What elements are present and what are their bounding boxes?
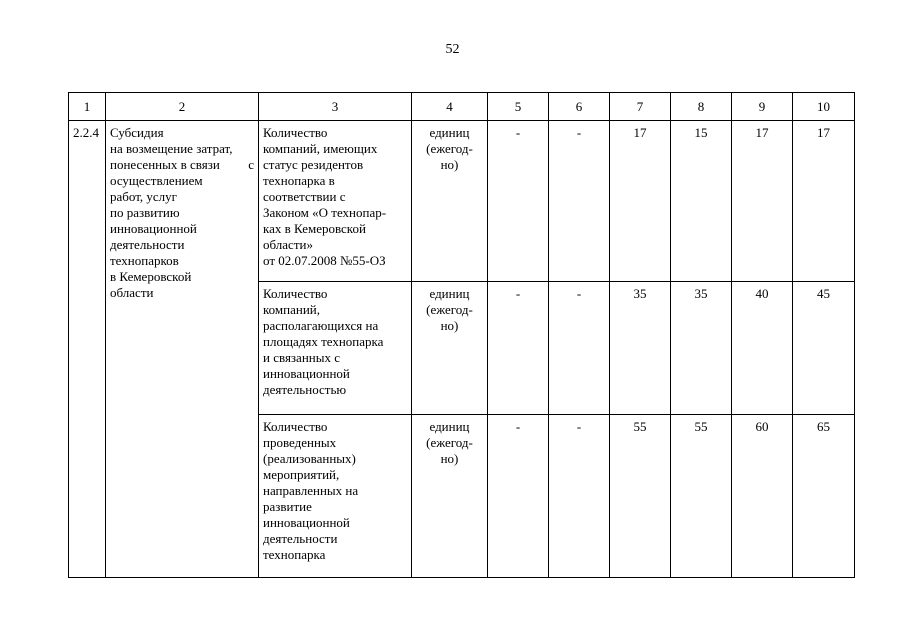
value-cell-5: - [488,282,549,415]
value-cell-8: 55 [671,415,732,578]
indicator-line: (реализованных) [263,451,356,466]
header-cell: 8 [671,93,732,121]
item-name-line: по развитию [110,205,180,220]
value-cell-9: 17 [732,121,793,282]
indicator-line: площадях технопарка [263,334,384,349]
header-cell: 2 [106,93,259,121]
value-cell-9: 40 [732,282,793,415]
value-cell-7: 55 [610,415,671,578]
unit-line: единиц [429,125,470,140]
header-cell: 6 [549,93,610,121]
item-name [106,121,259,578]
value-cell-8: 35 [671,282,732,415]
header-cell: 1 [69,93,106,121]
item-code: 2.2.4 [69,121,106,578]
item-name-line: технопарков [110,253,179,268]
indicator-line: статус резидентов [263,157,364,172]
indicator-line: технопарка в [263,173,335,188]
value-cell-7: 17 [610,121,671,282]
header-cell: 10 [793,93,855,121]
value-cell-10: 65 [793,415,855,578]
unit-cell [412,415,488,578]
page-number: 52 [445,42,460,57]
item-name-line: области [110,285,154,300]
unit-line: единиц [429,419,470,434]
indicator-line: инновационной [263,515,350,530]
indicator-line: деятельностью [263,382,347,397]
unit-line: (ежегод- [426,435,473,450]
header-cell: 7 [610,93,671,121]
indicator-line: ках в Кемеровской [263,221,366,236]
indicator-line: соответствии с [263,189,346,204]
item-name-line: осуществлением [110,173,203,188]
header-cell: 4 [412,93,488,121]
indicator-line: деятельности [263,531,338,546]
indicator-line: направленных на [263,483,359,498]
header-row [69,93,855,121]
value-cell-6: - [549,121,610,282]
item-name-line: инновационной [110,221,197,236]
value-cell-7: 35 [610,282,671,415]
unit-line: (ежегод- [426,141,473,156]
indicator-line: области» [263,237,313,252]
item-name-line: Субсидия [110,125,164,140]
value-cell-10: 17 [793,121,855,282]
item-name-line: на возмещение затрат, [110,141,233,156]
value-cell-9: 60 [732,415,793,578]
header-cell: 3 [259,93,412,121]
indicator-line: проведенных [263,435,337,450]
indicator-line: мероприятий, [263,467,340,482]
indicators-table [68,92,855,578]
header-cell: 9 [732,93,793,121]
item-name-line: деятельности [110,237,185,252]
value-cell-5: - [488,415,549,578]
unit-line: но) [440,318,459,333]
indicator-line: Количество [263,419,328,434]
value-cell-8: 15 [671,121,732,282]
value-cell-5: - [488,121,549,282]
indicator-cell [259,415,412,578]
item-name-line: понесенных в связи с [110,157,254,172]
table-row [69,121,855,282]
value-cell-10: 45 [793,282,855,415]
unit-line: (ежегод- [426,302,473,317]
indicator-line: от 02.07.2008 №55-ОЗ [263,253,386,268]
value-cell-6: - [549,415,610,578]
unit-cell [412,121,488,282]
header-cell: 5 [488,93,549,121]
indicator-line: Количество [263,286,328,301]
indicator-line: компаний, [263,302,320,317]
indicator-line: Количество [263,125,328,140]
unit-line: но) [440,157,459,172]
unit-line: но) [440,451,459,466]
indicator-line: развитие [263,499,312,514]
indicator-line: компаний, имеющих [263,141,378,156]
indicator-line: технопарка [263,547,326,562]
item-name-line: в Кемеровской [110,269,192,284]
indicator-line: располагающихся на [263,318,379,333]
value-cell-6: - [549,282,610,415]
indicator-cell [259,121,412,282]
item-name-line: работ, услуг [110,189,178,204]
unit-cell [412,282,488,415]
indicator-line: и связанных с [263,350,340,365]
indicator-line: Законом «О технопар- [263,205,387,220]
indicator-line: инновационной [263,366,350,381]
unit-line: единиц [429,286,470,301]
indicator-cell [259,282,412,415]
